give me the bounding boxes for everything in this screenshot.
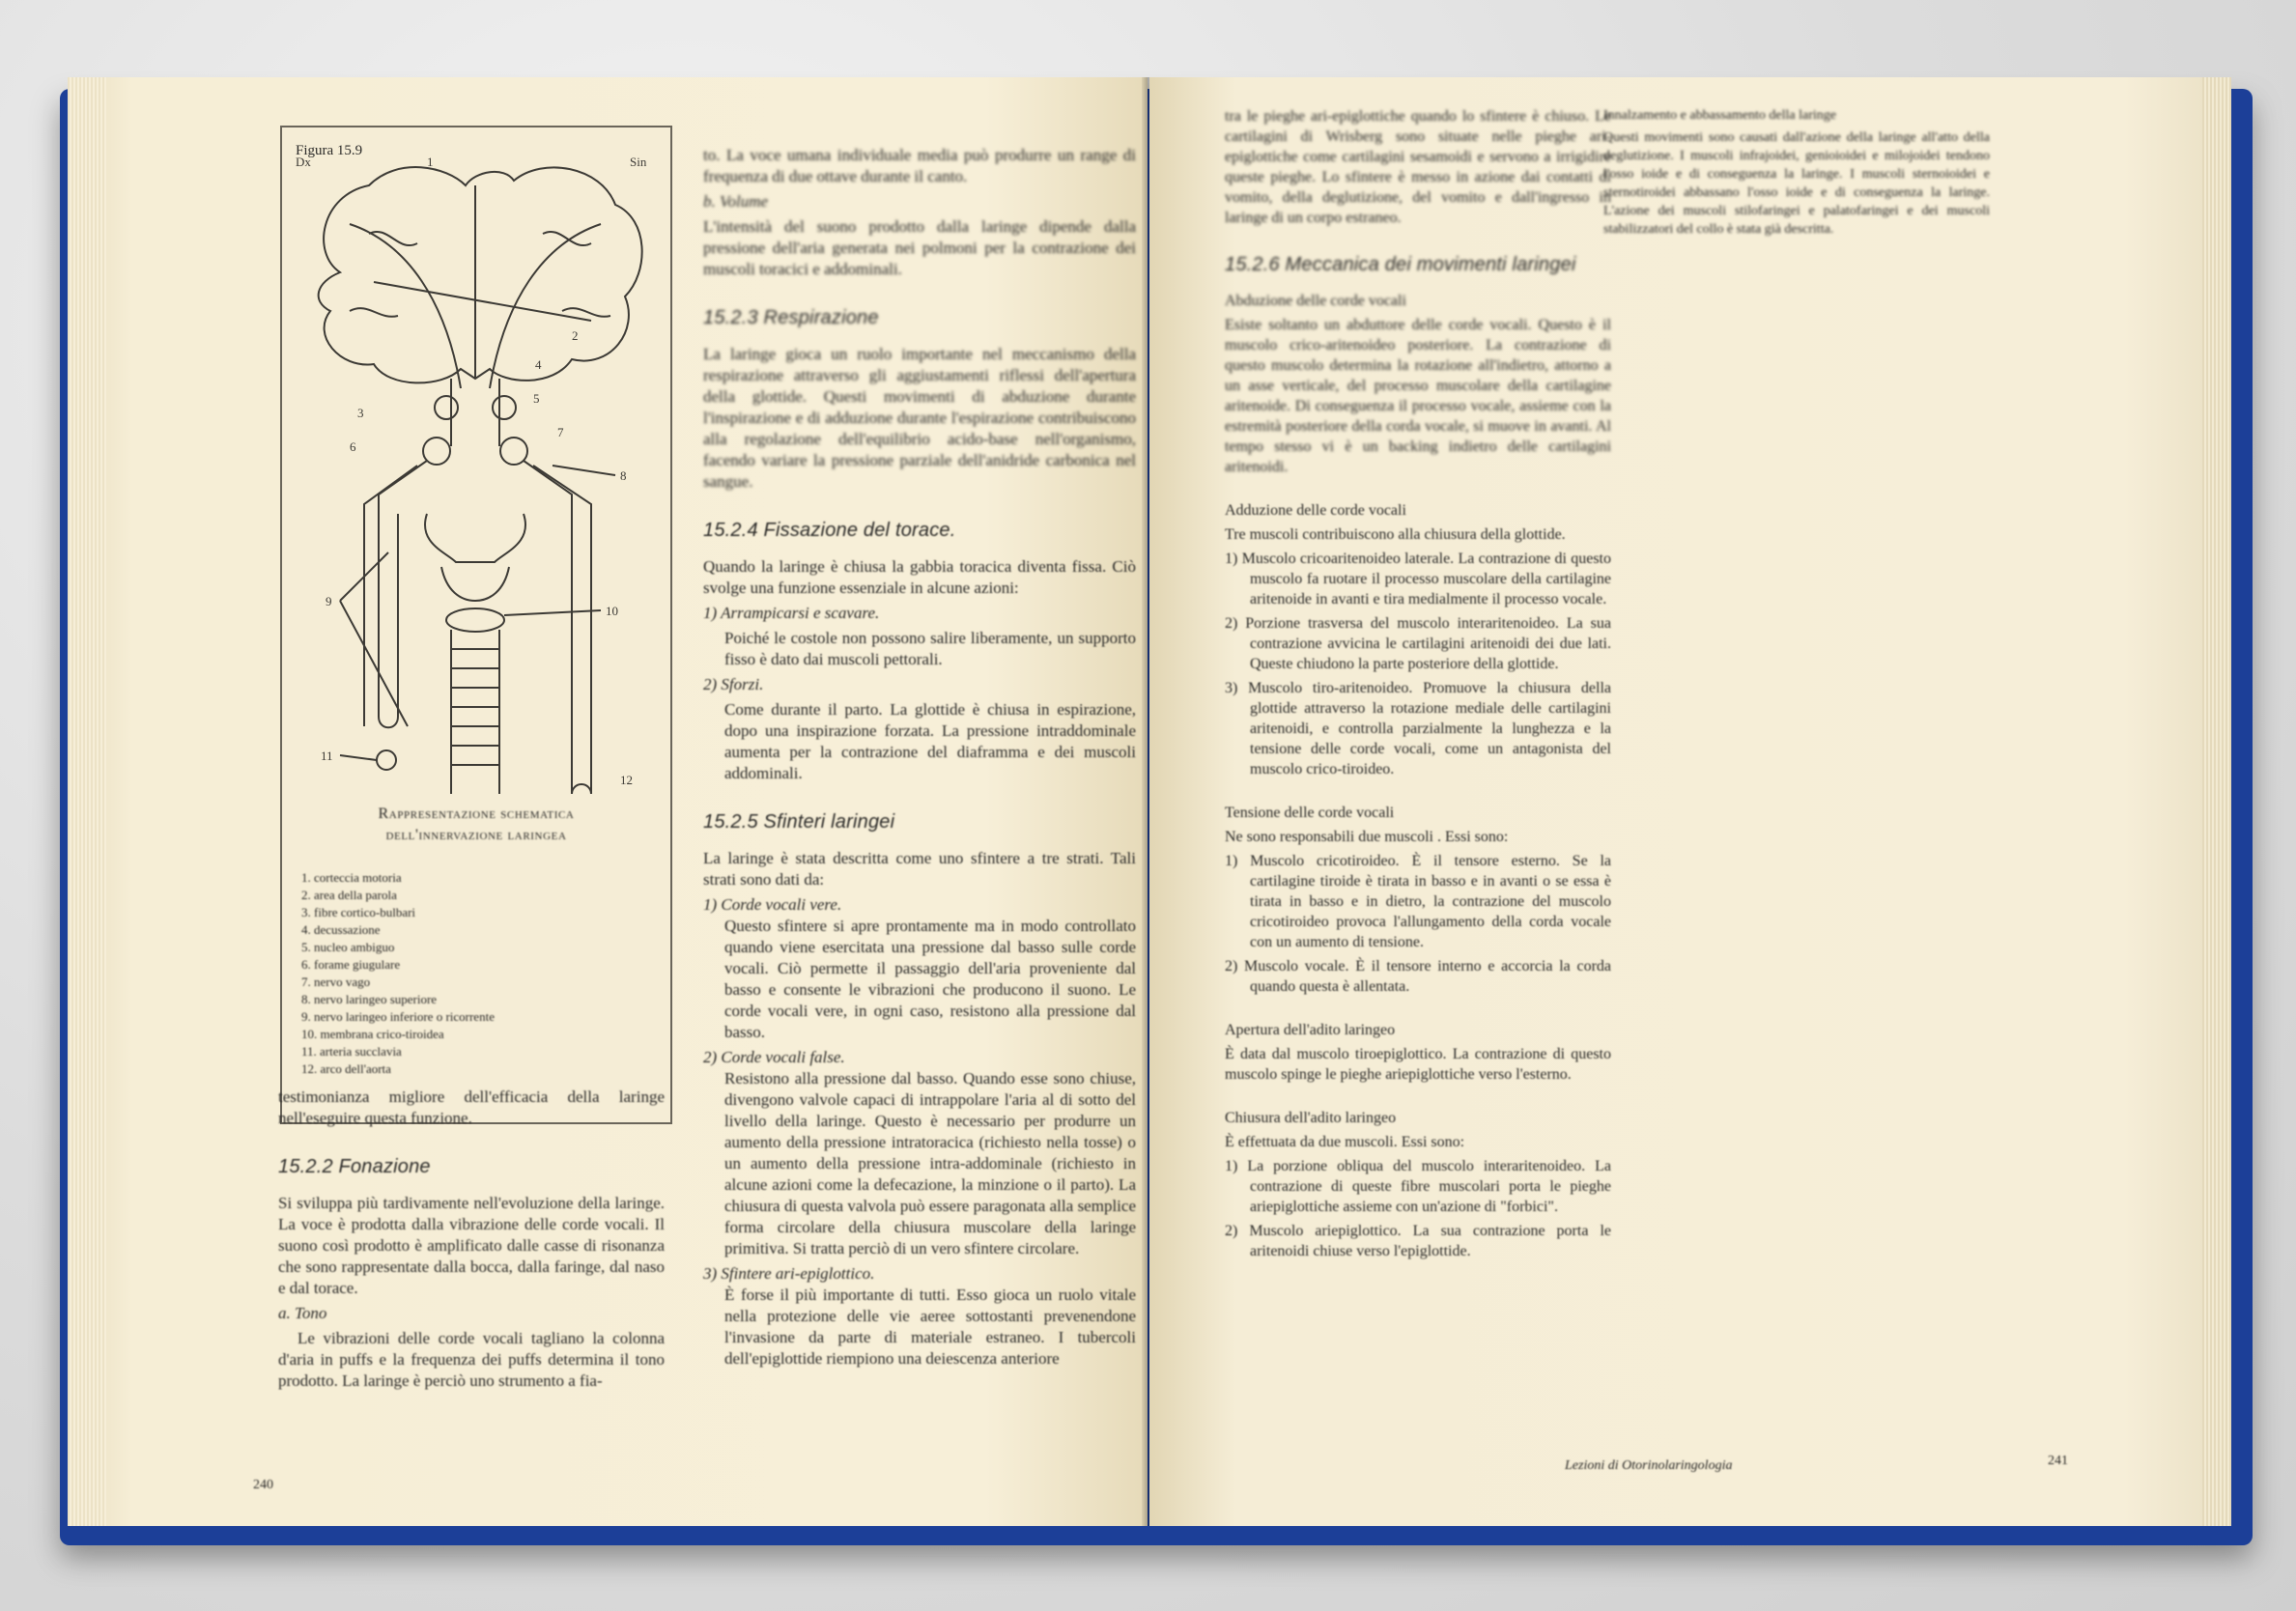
legend-item: 4. decussazione [301,922,381,937]
subheading-tono: a. Tono [278,1304,327,1322]
figure-side-sin: Sin [630,155,647,169]
item-title: 1) Arrampicarsi e scavare. [703,604,880,622]
figure-innervation [280,126,672,1124]
left-page [68,77,1148,1526]
subheading: Apertura dell'adito laringeo [1225,1022,1396,1038]
figure-num-7: 7 [557,425,564,439]
figure-caption [282,804,670,846]
subheading: Innalzamento e abbassamento della laringe [1603,108,1837,123]
paragraph: Tre muscoli contribuiscono alla chiusura della glottide. [1225,526,1566,543]
list-item: 2) Porzione trasversa del muscolo interaritenoideo. La sua contrazione avvicina le cartilagini aritenoidi dei due lati. Queste chiudono la parte posteriore della glottide. [1225,615,1611,672]
figure-caption-line1: Rappresentazione schematica [378,806,575,822]
item-text: Poiché le costole non possono salire liberamente, un supporto fisso è dato dai muscoli pettorali. [724,629,1136,668]
figure-num-9: 9 [326,594,332,608]
paragraph: La laringe gioca un ruolo importante nel meccanismo della respirazione attraverso gli aggiustamenti riflessi dell'apertura della glottide. Questi movimenti di abduzione durante l'inspirazione e di adduzione durante l'espirazione contribuiscono alla regolazione dell'equilibrio acido-base nell'organismo, facendo variare la pressione parziale dell'anidride carbonica nel sangue. [703,345,1136,491]
legend-item: 8. nervo laringeo superiore [301,992,438,1006]
left-column-1 [278,1087,665,1396]
list-item: 3) Muscolo tiro-aritenoideo. Promuove la chiusura della glottide attraverso la rotazione mediale delle cartilagini aritenoidi, e controlla parzialmente la lunghezza e la tensione delle corde vocali, come un antagonista del muscolo crico-tiroideo. [1225,680,1611,777]
legend-item: 10. membrana crico-tiroidea [301,1027,444,1041]
item-text: Come durante il parto. La glottide è chiusa in espirazione, dopo una inspirazione forzata. La pressione intraddominale aumenta per la contrazione del diaframma e dei muscoli addominali. [724,700,1136,782]
list-item: 1) La porzione obliqua del muscolo interaritenoideo. La contrazione di queste fibre muscolari porta le pieghe ariepiglottiche assieme con un'azione di "forbici". [1225,1158,1611,1215]
paragraph: testimonianza migliore dell'efficacia della laringe nell'eseguire questa funzione. [278,1088,665,1127]
item-text: Questo sfintere si apre prontamente ma in modo controllato quando viene esercitata una pressione dal basso sulle corde vocali. Ciò permette il passaggio dell'aria proveniente dal basso e consente le vibrazioni che producono il suono. Le corde vocali vere, in ogni caso, resistono alla pressione dal basso. [724,917,1136,1041]
legend-item: 9. nervo laringeo inferiore o ricorrente [301,1009,495,1024]
figure-num-6: 6 [350,439,356,454]
figure-legend [301,869,495,1078]
paragraph: Si sviluppa più tardivamente nell'evoluzione della laringe. La voce è prodotta dalla vibrazione delle corde vocali. Il suono così prodotto è amplificato dalle casse di risonanza che sono rappresentate dalla bocca, dalla faringe, dal naso e dal torace. [278,1194,665,1297]
running-footer-title: Lezioni di Otorinolaringologia [1565,1458,1733,1473]
page-number-left: 240 [253,1478,273,1492]
paragraph: to. La voce umana individuale media può produrre un range di frequenza di due ottave durante il canto. [703,146,1136,185]
paragraph: Le vibrazioni delle corde vocali tagliano la colonna d'aria in puffs e la frequenza dei puffs determina il tono prodotto. La laringe è perciò uno strumento a fia- [278,1329,665,1390]
heading-fissazione: 15.2.4 Fissazione del torace. [703,520,956,541]
item-title: 2) Corde vocali false. [703,1048,845,1066]
figure-num-5: 5 [533,391,540,406]
figure-num-8: 8 [620,468,627,483]
page-number-right: 241 [2048,1454,2068,1468]
subheading: Tensione delle corde vocali [1225,805,1395,821]
paragraph: È effettuata da due muscoli. Essi sono: [1225,1134,1465,1150]
legend-item: 1. corteccia motoria [301,870,402,885]
figure-num-2: 2 [572,328,579,343]
figure-drawing [282,127,668,794]
heading-sfinteri: 15.2.5 Sfinteri laringei [703,811,895,833]
subheading-volume: b. Volume [703,192,769,211]
figure-num-3: 3 [357,406,364,420]
legend-item: 5. nucleo ambiguo [301,940,395,954]
page-edges-right [2202,77,2231,1526]
figure-label: Figura 15.9 [296,143,363,158]
left-column-2 [703,145,1136,1373]
item-title: 1) Corde vocali vere. [703,895,842,914]
legend-item: 11. arteria succlavia [301,1044,402,1059]
item-text: È forse il più importante di tutti. Esso gioca un ruolo vitale nella protezione delle vie aeree sottostanti prevenendone l'invasione da parte di materiale estraneo. I tubercoli dell'epiglottide riempiono una deiescenza anteriore [724,1286,1136,1368]
legend-item: 3. fibre cortico-bulbari [301,905,416,919]
heading-respirazione: 15.2.3 Respirazione [703,307,879,328]
paragraph: tra le pieghe ari-epiglottiche quando lo sfintere è chiuso. Le cartilagini di Wrisberg sono situate nelle pieghe ari-epiglottiche come cartilagini sesamoidi e servono a irrigidire queste pieghe. Lo sfintere è messo in azione dai contatti di vomito, della deglutizione, del vomito e dall'ingresso in laringe di un corpo estraneo. [1225,108,1611,226]
right-column-1 [1225,106,1611,1265]
paragraph: L'intensità del suono prodotto dalla laringe dipende dalla pressione dell'aria generata nei polmoni per la contrazione dei muscoli toracici e addominali. [703,217,1136,278]
list-item: 1) Muscolo cricoaritenoideo laterale. La contrazione di questo muscolo fa ruotare il processo muscolare della cartilagine aritenoide in avanti e tira medialmente il processo vocale. [1225,551,1611,608]
paragraph: È data dal muscolo tiroepiglottico. La contrazione di questo muscolo spinge le pieghe ariepiglottiche verso l'esterno. [1225,1046,1611,1083]
subheading: Chiusura dell'adito laringeo [1225,1110,1397,1126]
subheading: Adduzione delle corde vocali [1225,502,1406,519]
figure-num-1: 1 [427,155,434,169]
right-column-2 [1603,106,1990,242]
paragraph: Quando la laringe è chiusa la gabbia toracica diventa fissa. Ciò svolge una funzione essenziale in alcune azioni: [703,557,1136,597]
heading-meccanica: 15.2.6 Meccanica dei movimenti laringei [1225,254,1576,275]
figure-num-4: 4 [535,357,542,372]
list-item: 2) Muscolo ariepiglottico. La sua contrazione porta le aritenoidi chiuse verso l'epiglottide. [1225,1223,1611,1259]
blurred-top [703,145,1136,493]
paragraph: La laringe è stata descritta come uno sfintere a tre strati. Tali strati sono dati da: [703,849,1136,889]
list-item: 2) Muscolo vocale. È il tensore interno e accorcia la corda quando questa è allentata. [1225,958,1611,995]
heading-fonazione: 15.2.2 Fonazione [278,1156,431,1177]
right-page [1149,77,2231,1526]
item-text: Resistono alla pressione dal basso. Quando esse sono chiuse, divengono valvole capaci di intrappolare l'aria al di sotto del livello della laringe. Questo è necessario per produrre un aumento della pressione intratoracica (richiesto nella tosse) o un aumento della pressione intra-addominale (richiesto in alcune azioni come la defecazione, la minzione o il parto). La chiusura di questa valvola può essere paragonata alla semplice forma circolare della chiusura muscolare della laringe primitiva. Si tratta perciò di un vero sfintere circolare. [724,1069,1136,1258]
subheading: Abduzione delle corde vocali [1225,293,1406,309]
page-edges-left [68,77,106,1526]
figure-num-11: 11 [321,749,333,763]
paragraph: Ne sono responsabili due muscoli . Essi sono: [1225,829,1509,845]
blurred-top [1225,106,1611,477]
item-title: 2) Sforzi. [703,675,764,693]
paragraph: Questi movimenti sono causati dall'azione della laringe all'atto della deglutizione. I muscoli infrajoidei, genioioidei e milojoidei tendono l'osso ioide e di conseguenza la laringe. I muscoli sternoioidei e sternotiroidei abbassano l'osso ioide e di conseguenza la laringe. L'azione dei muscoli stilofaringei e palatofaringei e dei muscoli stabilizzatori del collo è stata già descritta. [1603,130,1990,237]
figure-num-10: 10 [606,604,618,618]
figure-caption-line2: dell'innervazione laringea [385,827,567,843]
legend-item: 7. nervo vago [301,975,371,989]
legend-item: 12. arco dell'aorta [301,1061,391,1076]
figure-side-dx: Dx [296,155,311,169]
figure-num-12: 12 [620,773,633,787]
list-item: 1) Muscolo cricotiroideo. È il tensore esterno. Se la cartilagine tiroide è tirata in basso e in avanti o se essa è tirata in basso e in dietro, la contrazione del muscolo cricotiroideo provoca l'allungamento della corda vocale con un aumento di tensione. [1225,853,1611,950]
legend-item: 6. forame giugulare [301,957,401,972]
legend-item: 2. area della parola [301,888,397,902]
paragraph: Esiste soltanto un abduttore delle corde vocali. Questo è il muscolo crico-aritenoideo posteriore. La contrazione di questo muscolo determina la rotazione all'indietro, attorno a un asse verticale, del processo muscolare della cartilagine aritenoide. Di conseguenza il processo vocale, assieme con la estremità posteriore della corda vocale, si muove in avanti. Al tempo stesso vi è un backing indietro delle cartilagini aritenoidi. [1225,317,1611,475]
item-title: 3) Sfintere ari-epiglottico. [703,1264,875,1283]
